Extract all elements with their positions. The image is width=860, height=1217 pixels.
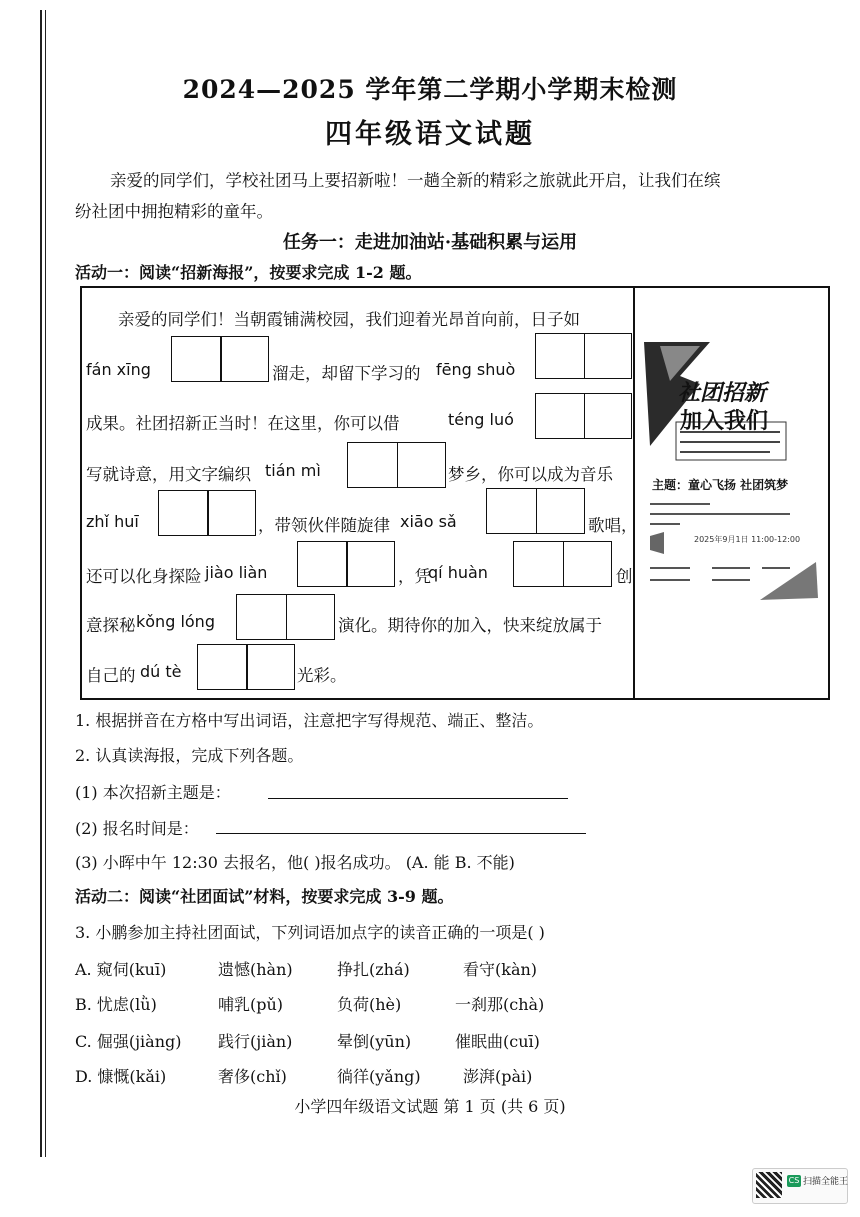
answer-line-time[interactable] — [216, 833, 586, 834]
option-b-4: 一刹那(chà) — [455, 995, 545, 1014]
pinyin-tianmi: tián mì — [265, 461, 321, 480]
question-1: 1. 根据拼音在方格中写出词语，注意把字写得规范、端正、整洁。 — [75, 711, 544, 730]
question-2-2: (2) 报名时间是： — [75, 819, 199, 838]
answer-box-tengluo[interactable] — [535, 393, 632, 439]
option-d-3: 徜徉(yǎng) — [337, 1067, 421, 1086]
intro-line-2: 纷社团中拥抱精彩的童年。 — [75, 202, 273, 221]
answer-box-qihuan[interactable] — [513, 541, 612, 587]
option-b-3: 负荷(hè) — [337, 995, 402, 1014]
poster-text: 意探秘 — [86, 616, 136, 635]
task-heading: 任务一：走进加油站·基础积累与运用 — [282, 232, 578, 253]
poster-text: ，凭 — [398, 567, 431, 586]
poster-text: 写就诗意，用文字编织 — [86, 465, 251, 484]
poster-date: 2025年9月1日 11:00-12:00 — [694, 535, 801, 544]
answer-box-dute[interactable] — [197, 644, 295, 690]
poster-text: 成果。社团招新正当时！在这里，你可以借 — [86, 414, 400, 433]
option-c-3: 晕倒(yūn) — [337, 1032, 412, 1051]
page-subtitle: 四年级语文试题 — [325, 119, 535, 150]
poster-text: ，带领伙伴随旋律 — [258, 516, 390, 535]
activity-1-heading: 活动一：阅读“招新海报”，按要求完成 1-2 题。 — [75, 263, 422, 282]
option-a-4: 看守(kàn) — [463, 960, 538, 979]
poster-image — [640, 336, 820, 606]
activity-2-heading: 活动二：阅读“社团面试”材料，按要求完成 3-9 题。 — [75, 887, 454, 906]
option-b-1[interactable]: B. 忧虑(lǜ) — [75, 995, 157, 1014]
answer-line-theme[interactable] — [268, 798, 568, 799]
scanner-badge — [752, 1168, 848, 1204]
question-3: 3. 小鹏参加主持社团面试，下列词语加点字的读音正确的一项是( ) — [75, 923, 545, 942]
intro-line-1: 亲爱的同学们，学校社团马上要招新啦！一趟全新的精彩之旅就此开启，让我们在缤 — [110, 171, 721, 190]
pinyin-fanxing: fán xīng — [86, 360, 151, 379]
option-d-4: 澎湃(pài) — [463, 1067, 533, 1086]
page-footer: 小学四年级语文试题 第 1 页 (共 6 页) — [294, 1097, 566, 1116]
option-a-2: 遗憾(hàn) — [218, 960, 293, 979]
pinyin-jiaolian: jiào liàn — [205, 563, 268, 582]
pinyin-tengluo: téng luó — [448, 410, 514, 429]
cs-logo-icon: CS — [788, 1176, 800, 1185]
answer-box-xiaosa[interactable] — [486, 488, 585, 534]
poster-text: 自己的 — [86, 666, 136, 685]
pinyin-xiaosa: xiāo sǎ — [400, 512, 457, 531]
poster-line-1: 亲爱的同学们！当朝霞铺满校园，我们迎着光昂首向前，日子如 — [118, 310, 580, 329]
answer-box-konglong[interactable] — [236, 594, 335, 640]
question-2-1: (1) 本次招新主题是： — [75, 783, 231, 802]
pinyin-fengshuo: fēng shuò — [436, 360, 516, 379]
option-c-2: 践行(jiàn) — [218, 1032, 293, 1051]
poster-headline-1: 社团招新 — [678, 381, 767, 406]
binding-line — [45, 10, 46, 1157]
answer-box-tianmi[interactable] — [347, 442, 446, 488]
option-b-2: 哺乳(pǔ) — [218, 995, 284, 1014]
question-2: 2. 认真读海报，完成下列各题。 — [75, 746, 304, 765]
page-title: 2024—2025 学年第二学期小学期末检测 — [182, 75, 678, 104]
poster-headline-2: 加入我们 — [680, 409, 769, 434]
pinyin-dute: dú tè — [140, 662, 182, 681]
option-d-1[interactable]: D. 慷慨(kǎi) — [75, 1067, 167, 1086]
pinyin-zhihui: zhǐ huī — [86, 512, 139, 531]
option-c-4: 催眠曲(cuī) — [455, 1032, 540, 1051]
poster-text: 梦乡，你可以成为音乐 — [448, 465, 613, 484]
poster-text: 溜走，却留下学习的 — [272, 364, 421, 383]
poster-text: 还可以化身探险 — [86, 567, 202, 586]
qr-code-icon — [756, 1172, 782, 1198]
badge-text: 扫描全能王 — [803, 1177, 849, 1187]
binding-line — [40, 10, 42, 1157]
poster-text: 光彩。 — [297, 666, 347, 685]
option-c-1[interactable]: C. 倔强(jiàng) — [75, 1032, 182, 1051]
pinyin-konglong: kǒng lóng — [136, 612, 215, 631]
poster-text: 演化。期待你的加入，快来绽放属于 — [338, 616, 602, 635]
poster-text: 歌唱， — [588, 516, 638, 535]
option-a-1[interactable]: A. 窥伺(kuī) — [75, 960, 167, 979]
option-d-2: 奢侈(chǐ) — [218, 1067, 287, 1086]
poster-theme: 主题：童心飞扬 社团筑梦 — [652, 478, 789, 492]
answer-box-fanxing[interactable] — [171, 336, 269, 382]
question-2-3: (3) 小晖中午 12:30 去报名，他( )报名成功。 (A. 能 B. 不能) — [75, 853, 515, 872]
option-a-3: 挣扎(zhá) — [337, 960, 410, 979]
answer-box-jiaolian[interactable] — [297, 541, 395, 587]
poster-text: 创 — [616, 567, 633, 586]
answer-box-zhihui[interactable] — [158, 490, 256, 536]
pinyin-qihuan: qí huàn — [428, 563, 488, 582]
poster-divider — [633, 286, 635, 698]
answer-box-fengshuo[interactable] — [535, 333, 632, 379]
